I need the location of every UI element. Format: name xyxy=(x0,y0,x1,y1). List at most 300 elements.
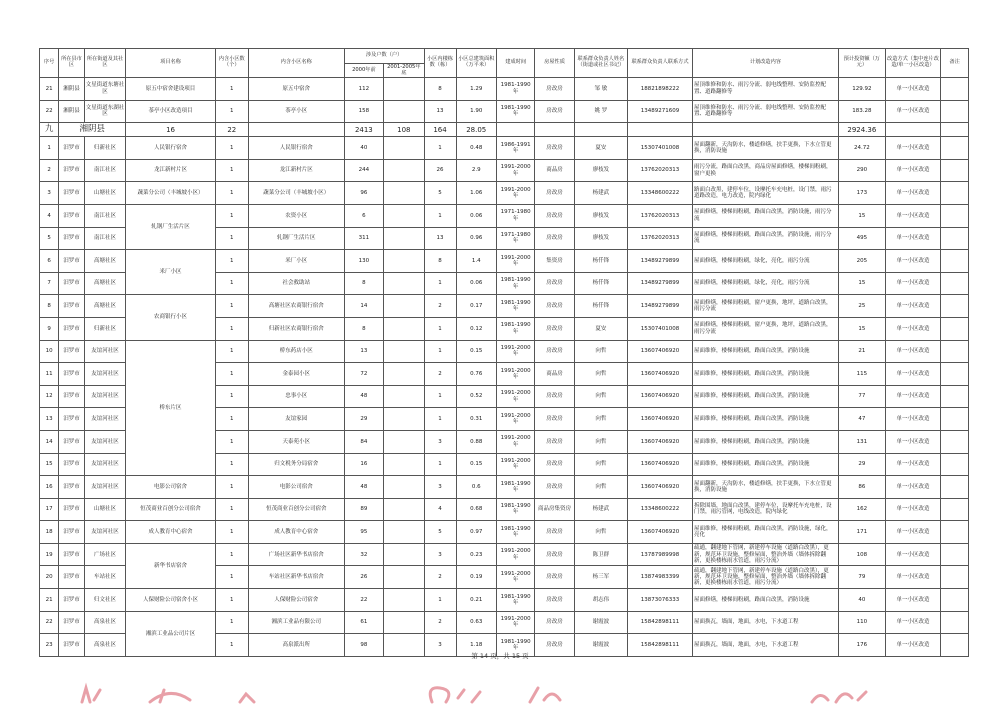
project-name-cell: 电影公司宿舍 xyxy=(126,476,215,499)
table-cell: 40 xyxy=(344,137,383,160)
table-cell xyxy=(941,340,969,363)
table-cell: 13489279899 xyxy=(627,295,692,318)
table-cell: 1 xyxy=(215,182,248,205)
table-cell: 2 xyxy=(424,363,456,386)
table-cell: 屋面修缮，楼梯间粉刷，路面白改黑，消防设施，雨污分流 xyxy=(692,227,838,250)
table-cell: 0.6 xyxy=(456,476,496,499)
table-cell: 12 xyxy=(40,385,59,408)
table-cell: 屋面修缮，楼梯间粉刷，绿化，亮化，雨污分流 xyxy=(692,272,838,295)
table-cell: 向哲 xyxy=(574,453,627,476)
table-cell: 1 xyxy=(215,566,248,589)
table-cell: 向哲 xyxy=(574,340,627,363)
table-cell: 友谊河社区 xyxy=(84,363,126,386)
table-cell: 13607406920 xyxy=(627,408,692,431)
table-cell: 129.92 xyxy=(838,78,885,101)
table-cell: 1 xyxy=(215,295,248,318)
table-cell: 205 xyxy=(838,250,885,273)
table-cell: 房改房 xyxy=(535,78,574,101)
table-cell: 屋面修缮，楼梯间粉刷，窗户更换，地坪，道路白改黑，雨污分流 xyxy=(692,317,838,340)
table-cell xyxy=(384,295,424,318)
table-cell: 1991-2000年 xyxy=(496,182,534,205)
table-cell: 47 xyxy=(838,408,885,431)
table-cell: 单一小区改造 xyxy=(885,295,940,318)
table-cell: 邹 敏 xyxy=(574,78,627,101)
table-cell: 6 xyxy=(344,204,383,227)
table-cell: 1971-1980年 xyxy=(496,204,534,227)
table-cell: 1991-2000年 xyxy=(496,611,534,634)
table-cell xyxy=(384,340,424,363)
table-cell: 归新社区农商银行宿舍 xyxy=(248,317,344,340)
table-cell: 商品房集资房 xyxy=(535,498,574,521)
project-name-cell: 龙江新村片区 xyxy=(126,159,215,182)
table-cell: 15 xyxy=(838,317,885,340)
table-cell: 单一小区改造 xyxy=(885,634,940,657)
table-cell: 8 xyxy=(424,78,456,101)
table-cell: 183.28 xyxy=(838,100,885,123)
table-cell: 谢霞波 xyxy=(574,634,627,657)
table-cell: 车站社区 xyxy=(84,566,126,589)
table-cell: 友谊河社区 xyxy=(84,430,126,453)
table-cell: 湘阴县 xyxy=(59,78,85,101)
table-cell: 房改房 xyxy=(535,137,574,160)
table-cell: 13762020313 xyxy=(627,159,692,182)
table-cell: 汨罗市 xyxy=(59,521,85,544)
table-cell: 40 xyxy=(838,589,885,612)
table-cell: 单一小区改造 xyxy=(885,498,940,521)
table-cell: 1981-1990年 xyxy=(496,521,534,544)
table-cell: 汨罗市 xyxy=(59,634,85,657)
table-cell: 单一小区改造 xyxy=(885,78,940,101)
table-cell: 屋面维修，楼梯间粉刷，路面白改黑，消防设施 xyxy=(692,408,838,431)
table-cell: 1 xyxy=(215,476,248,499)
header-cell: 计划改造内容 xyxy=(692,49,838,78)
table-cell xyxy=(941,137,969,160)
table-cell xyxy=(885,123,940,137)
table-cell xyxy=(384,317,424,340)
project-name-cell: 米厂小区 xyxy=(126,250,215,295)
table-cell: 龙江新村片区 xyxy=(248,159,344,182)
table-cell: 单一小区改造 xyxy=(885,408,940,431)
table-row xyxy=(40,611,969,634)
table-cell: 171 xyxy=(838,521,885,544)
table-cell: 1.90 xyxy=(456,100,496,123)
table-row xyxy=(40,295,969,318)
table-cell: 164 xyxy=(424,123,456,137)
table-row xyxy=(40,137,969,160)
table-cell: 屋面维修，楼梯间粉刷，路面白改黑，消防设施，绿化，亮化 xyxy=(692,521,838,544)
table-cell: 84 xyxy=(344,430,383,453)
table-cell: 8 xyxy=(344,272,383,295)
table-cell: 32 xyxy=(344,543,383,566)
table-cell: 房改房 xyxy=(535,100,574,123)
table-cell: 3 xyxy=(424,634,456,657)
table-cell: 4 xyxy=(424,498,456,521)
table-cell: 房改房 xyxy=(535,430,574,453)
table-cell: 0.88 xyxy=(456,430,496,453)
table-cell: 向哲 xyxy=(574,385,627,408)
header-cell: 建成时间 xyxy=(496,49,534,78)
table-cell: 人保财险公司宿舍 xyxy=(248,589,344,612)
table-cell xyxy=(941,227,969,250)
header-cell: 内含小区数（个） xyxy=(215,49,248,78)
table-cell: 176 xyxy=(838,634,885,657)
table-cell: 高塘社区 xyxy=(84,250,126,273)
table-cell: 1 xyxy=(215,78,248,101)
table-cell: 2 xyxy=(40,159,59,182)
table-cell: 1991-2000年 xyxy=(496,385,534,408)
table-cell: 1 xyxy=(424,317,456,340)
table-cell: 1991-2000年 xyxy=(496,250,534,273)
table-cell: 48 xyxy=(344,476,383,499)
table-cell: 1 xyxy=(424,385,456,408)
table-cell: 86 xyxy=(838,476,885,499)
project-name-cell: 湘滨工业品公司片区 xyxy=(126,611,215,656)
table-cell: 商品房 xyxy=(535,159,574,182)
table-cell xyxy=(384,227,424,250)
table-cell: 1991-2000年 xyxy=(496,159,534,182)
table-cell: 22 xyxy=(40,611,59,634)
table-cell: 0.21 xyxy=(456,589,496,612)
table-cell: 21 xyxy=(40,589,59,612)
table-cell: 桥东药店小区 xyxy=(248,340,344,363)
table-cell: 友谊家园 xyxy=(248,408,344,431)
table-cell: 1 xyxy=(424,272,456,295)
table-cell xyxy=(941,272,969,295)
table-cell: 1 xyxy=(215,100,248,123)
table-cell: 3 xyxy=(424,543,456,566)
table-cell: 0.23 xyxy=(456,543,496,566)
table-cell: 屋面修缮，楼梯间粉刷，绿化，亮化，雨污分流 xyxy=(692,250,838,273)
renovation-table xyxy=(39,48,969,657)
table-cell: 屋面维修，楼梯间粉刷，路面白改黑，消防设施 xyxy=(692,363,838,386)
table-cell xyxy=(941,430,969,453)
table-cell: 5 xyxy=(424,521,456,544)
table-cell: 雨污分流，路面白改黑，商品房屋面修缮，楼梯间粉刷，窗户更换 xyxy=(692,159,838,182)
table-cell: 汨罗市 xyxy=(59,227,85,250)
table-cell: 单一小区改造 xyxy=(885,340,940,363)
table-cell: 1 xyxy=(215,137,248,160)
table-cell xyxy=(384,100,424,123)
table-cell: 131 xyxy=(838,430,885,453)
table-cell: 1 xyxy=(215,363,248,386)
table-cell: 山塘社区 xyxy=(84,498,126,521)
table-cell: 单一小区改造 xyxy=(885,227,940,250)
table-cell: 湘阴县 xyxy=(59,123,126,137)
table-cell: 16 xyxy=(40,476,59,499)
table-cell xyxy=(941,385,969,408)
table-cell: 杨三军 xyxy=(574,566,627,589)
table-cell xyxy=(384,408,424,431)
table-cell: 1981-1990年 xyxy=(496,272,534,295)
project-name-cell: 轧钢厂生活片区 xyxy=(126,204,215,249)
table-row xyxy=(40,100,969,123)
table-cell: 汨罗市 xyxy=(59,408,85,431)
table-cell: 23 xyxy=(40,634,59,657)
table-cell: 0.68 xyxy=(456,498,496,521)
table-cell: 13874983399 xyxy=(627,566,692,589)
table-cell: 拆除围墙，地面白改黑，建停车位，设摩托车充电桩，设门禁，雨污管网，电线改造，院内绿化 xyxy=(692,498,838,521)
table-cell: 79 xyxy=(838,566,885,589)
table-cell: 2.9 xyxy=(456,159,496,182)
table-cell: 单一小区改造 xyxy=(885,272,940,295)
table-cell: 2 xyxy=(424,295,456,318)
table-cell: 3 xyxy=(40,182,59,205)
table-cell: 屋面维修，楼梯间粉刷，路面白改黑，消防设施 xyxy=(692,385,838,408)
table-cell xyxy=(941,317,969,340)
table-cell: 1 xyxy=(215,317,248,340)
table-cell: 29 xyxy=(344,408,383,431)
table-cell: 1 xyxy=(215,453,248,476)
table-cell: 290 xyxy=(838,159,885,182)
table-cell: 湘阴县 xyxy=(59,100,85,123)
table-cell: 13607406920 xyxy=(627,476,692,499)
table-cell: 25 xyxy=(838,295,885,318)
table-cell xyxy=(248,123,344,137)
table-cell xyxy=(384,521,424,544)
table-cell: 0.97 xyxy=(456,521,496,544)
table-cell: 21 xyxy=(40,78,59,101)
table-cell xyxy=(384,204,424,227)
table-cell: 汨罗市 xyxy=(59,385,85,408)
table-cell: 杨建武 xyxy=(574,498,627,521)
table-cell: 22 xyxy=(344,589,383,612)
table-cell: 疏通，翻建地下管网，新建停车设施（道路白改黑），更新，规范环卫设施，整修屋面，整治外墙（墙体拆除翻新，更换楼栋雨水管道，雨污分流） xyxy=(692,543,838,566)
table-cell: 高泉派出所 xyxy=(248,634,344,657)
table-cell: 单一小区改造 xyxy=(885,476,940,499)
table-cell xyxy=(384,430,424,453)
table-cell: 房改房 xyxy=(535,589,574,612)
table-cell: 单一小区改造 xyxy=(885,204,940,227)
table-cell: 高塘社区 xyxy=(84,272,126,295)
table-cell: 13 xyxy=(344,340,383,363)
table-cell: 单一小区改造 xyxy=(885,159,940,182)
table-cell: 1 xyxy=(215,408,248,431)
table-cell: 山塘社区 xyxy=(84,182,126,205)
header-cell: 2000年前 xyxy=(344,64,383,78)
table-cell: 2 xyxy=(424,611,456,634)
table-cell: 0.19 xyxy=(456,566,496,589)
table-row xyxy=(40,521,969,544)
table-cell: 1991-2000年 xyxy=(496,453,534,476)
table-cell: 房改房 xyxy=(535,543,574,566)
table-cell: 1981-1990年 xyxy=(496,476,534,499)
table-cell: 98 xyxy=(344,634,383,657)
table-cell: 南江社区 xyxy=(84,227,126,250)
table-cell: 110 xyxy=(838,611,885,634)
table-cell: 屋顶维修和防水、雨污分流、弱电线整理、安防监控配置、道路翻修等 xyxy=(692,100,838,123)
table-cell: 汨罗市 xyxy=(59,295,85,318)
table-cell: 8 xyxy=(344,317,383,340)
table-cell: 13607406920 xyxy=(627,340,692,363)
table-cell: 集资房 xyxy=(535,250,574,273)
table-cell: 6 xyxy=(40,250,59,273)
table-cell: 0.63 xyxy=(456,611,496,634)
table-cell: 汨罗市 xyxy=(59,137,85,160)
table-row xyxy=(40,498,969,521)
table-cell: 1 xyxy=(215,634,248,657)
table-cell: 高塘社区农商银行宿舍 xyxy=(248,295,344,318)
table-header-row xyxy=(40,49,969,64)
table-cell: 人民银行宿舍 xyxy=(248,137,344,160)
table-cell: 廖枝发 xyxy=(574,204,627,227)
table-cell: 高泉社区 xyxy=(84,634,126,657)
table-cell: 汨罗市 xyxy=(59,611,85,634)
table-cell: 13607406920 xyxy=(627,521,692,544)
table-cell: 0.48 xyxy=(456,137,496,160)
table-cell: 1 xyxy=(215,272,248,295)
table-cell: 屋面换瓦，墙面，地面，水电，下水道工程 xyxy=(692,634,838,657)
table-cell: 金泰园小区 xyxy=(248,363,344,386)
table-cell: 22 xyxy=(40,100,59,123)
table-cell: 1 xyxy=(215,498,248,521)
table-cell: 13762020313 xyxy=(627,204,692,227)
table-cell: 九 xyxy=(40,123,59,137)
table-row xyxy=(40,589,969,612)
table-cell: 1 xyxy=(424,137,456,160)
table-cell: 2924.36 xyxy=(838,123,885,137)
table-cell: 15 xyxy=(40,453,59,476)
table-cell: 18821898222 xyxy=(627,78,692,101)
table-cell: 单一小区改造 xyxy=(885,100,940,123)
table-cell: 陈卫群 xyxy=(574,543,627,566)
table-cell: 房改房 xyxy=(535,634,574,657)
table-cell xyxy=(384,566,424,589)
table-cell: 1986-1991年 xyxy=(496,137,534,160)
table-cell: 杨仟锋 xyxy=(574,272,627,295)
table-cell: 5 xyxy=(40,227,59,250)
table-cell: 谢霞波 xyxy=(574,611,627,634)
table-cell: 1.06 xyxy=(456,182,496,205)
table-cell xyxy=(941,589,969,612)
project-name-cell: 人民银行宿舍 xyxy=(126,137,215,160)
table-cell: 7 xyxy=(40,272,59,295)
table-cell: 13762020313 xyxy=(627,227,692,250)
table-cell: 13348600222 xyxy=(627,182,692,205)
table-cell xyxy=(384,498,424,521)
header-cell: 所在街道及其社区 xyxy=(84,49,126,78)
table-cell: 13 xyxy=(424,100,456,123)
table-cell: 1 xyxy=(215,430,248,453)
table-cell: 房改房 xyxy=(535,476,574,499)
table-cell: 电影公司宿舍 xyxy=(248,476,344,499)
table-cell: 杨仟锋 xyxy=(574,250,627,273)
table-cell: 8 xyxy=(40,295,59,318)
table-cell: 1 xyxy=(215,385,248,408)
project-name-cell: 新华书店宿舍 xyxy=(126,543,215,588)
header-cell: 涉及户数（户） xyxy=(344,49,424,64)
table-cell: 1991-2000年 xyxy=(496,408,534,431)
red-seal-marks xyxy=(60,672,960,706)
table-cell: 1981-1990年 xyxy=(496,78,534,101)
table-cell: 归新社区 xyxy=(84,137,126,160)
table-cell: 原五中宿舍 xyxy=(248,78,344,101)
table-cell: 61 xyxy=(344,611,383,634)
table-cell: 友谊河社区 xyxy=(84,453,126,476)
table-cell: 15 xyxy=(838,204,885,227)
header-cell: 小区总建筑面积（万平米） xyxy=(456,49,496,78)
table-cell: 高塘社区 xyxy=(84,295,126,318)
table-cell: 0.17 xyxy=(456,295,496,318)
table-cell: 房改房 xyxy=(535,521,574,544)
table-cell: 汨罗市 xyxy=(59,272,85,295)
table-cell: 1.18 xyxy=(456,634,496,657)
table-cell: 11 xyxy=(40,363,59,386)
table-cell: 1 xyxy=(215,227,248,250)
table-cell: 汨罗市 xyxy=(59,498,85,521)
table-cell xyxy=(941,204,969,227)
table-cell: 单一小区改造 xyxy=(885,137,940,160)
project-name-cell: 人保财险公司宿舍小区 xyxy=(126,589,215,612)
table-cell xyxy=(941,408,969,431)
header-cell: 联系群众负责人联系方式 xyxy=(627,49,692,78)
table-cell: 0.06 xyxy=(456,204,496,227)
table-cell: 0.31 xyxy=(456,408,496,431)
table-cell xyxy=(384,272,424,295)
table-cell: 1 xyxy=(215,521,248,544)
summary-row xyxy=(40,123,969,137)
header-cell: 内含小区名称 xyxy=(248,49,344,78)
table-row xyxy=(40,159,969,182)
table-cell: 1991-2000年 xyxy=(496,543,534,566)
table-cell: 108 xyxy=(838,543,885,566)
table-cell: 汨罗市 xyxy=(59,250,85,273)
table-cell: 9 xyxy=(40,317,59,340)
table-body xyxy=(40,78,969,657)
table-cell: 友谊河社区 xyxy=(84,385,126,408)
table-cell: 15842898111 xyxy=(627,634,692,657)
table-cell: 1 xyxy=(215,204,248,227)
table-cell: 108 xyxy=(384,123,424,137)
table-cell: 77 xyxy=(838,385,885,408)
table-cell: 1991-2000年 xyxy=(496,566,534,589)
table-cell: 友谊河社区 xyxy=(84,408,126,431)
table-cell: 屋面维修，楼梯间粉刷，路面白改黑，消防设施 xyxy=(692,453,838,476)
table-cell: 115 xyxy=(838,363,885,386)
table-cell xyxy=(535,123,574,137)
table-cell: 米厂小区 xyxy=(248,250,344,273)
header-cell: 所在县市区 xyxy=(59,49,85,78)
table-cell: 房改房 xyxy=(535,272,574,295)
table-cell: 屋面修缮，楼梯间粉刷，路面白改黑，消防设施 xyxy=(692,589,838,612)
table-cell: 屋面修缮，楼梯间粉刷，窗户更换，地坪，道路白改黑，雨污分流 xyxy=(692,295,838,318)
table-cell: 1981-1990年 xyxy=(496,295,534,318)
table-cell: 屋面换瓦，墙面，地面，水电，下水道工程 xyxy=(692,611,838,634)
table-cell xyxy=(384,78,424,101)
table-cell: 1981-1990年 xyxy=(496,589,534,612)
table-cell: 单一小区改造 xyxy=(885,430,940,453)
table-cell: 夏安 xyxy=(574,137,627,160)
table-cell: 单一小区改造 xyxy=(885,543,940,566)
table-cell: 0.15 xyxy=(456,340,496,363)
table-cell: 房改房 xyxy=(535,204,574,227)
table-cell: 湘滨工业品有限公司 xyxy=(248,611,344,634)
table-cell: 蔬菜分公司（丰城坡小区） xyxy=(248,182,344,205)
table-cell: 89 xyxy=(344,498,383,521)
table-cell: 3 xyxy=(424,476,456,499)
table-cell: 0.06 xyxy=(456,272,496,295)
table-cell xyxy=(941,476,969,499)
table-cell: 1981-1990年 xyxy=(496,317,534,340)
table-cell: 茶亭小区改造项目 xyxy=(126,100,215,123)
table-cell: 15307401008 xyxy=(627,317,692,340)
table-cell: 1 xyxy=(424,589,456,612)
table-cell: 13489271609 xyxy=(627,100,692,123)
table-cell: 友谊河社区 xyxy=(84,340,126,363)
header-cell: 2001-2005年底 xyxy=(384,64,424,78)
table-cell: 1991-2000年 xyxy=(496,430,534,453)
table-cell: 1.4 xyxy=(456,250,496,273)
table-cell xyxy=(384,159,424,182)
